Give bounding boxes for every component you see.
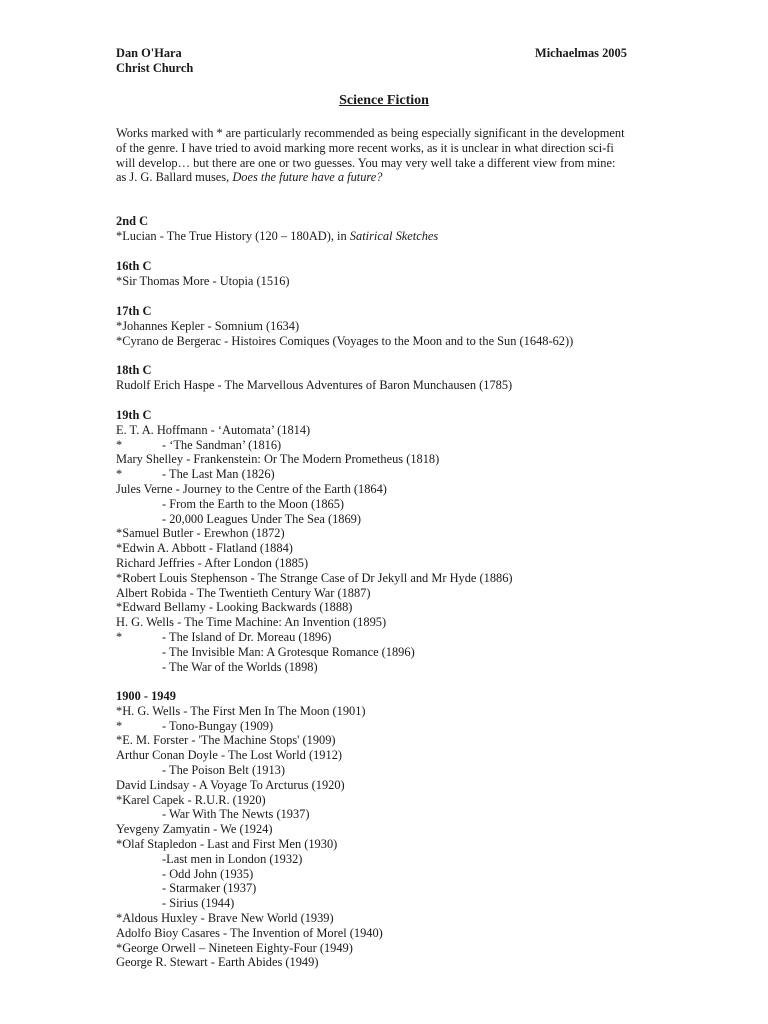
recommended-marker: * xyxy=(116,467,123,482)
intro-line-prefix: as J. G. Ballard muses, xyxy=(116,170,233,185)
book-entry: Albert Robida - The Twentieth Century War (1887) xyxy=(116,585,371,600)
book-entry: Jules Verne - Journey to the Centre of the Earth (1864) xyxy=(116,482,387,496)
ballard-quote: Does the future have a future? xyxy=(232,170,383,185)
term-label: Michaelmas 2005 xyxy=(535,46,627,60)
book-entry: *Johannes Kepler - Somnium (1634) xyxy=(116,318,300,333)
page-title: Science Fiction xyxy=(339,93,429,108)
section-heading: 19th C xyxy=(116,408,152,422)
section-heading: 18th C xyxy=(116,363,152,377)
intro-line: will develop… but there are one or two guesses. You may very well take a different view from mine: xyxy=(116,155,616,170)
book-entry: *Aldous Huxley - Brave New World (1939) xyxy=(116,911,334,925)
recommended-marker: * xyxy=(116,437,123,452)
recommended-marker: * xyxy=(116,718,123,733)
book-entry: - The Island of Dr. Moreau (1896) xyxy=(162,630,332,644)
section-heading: 17th C xyxy=(116,304,152,318)
book-entry: *Samuel Butler - Erewhon (1872) xyxy=(116,526,285,541)
book-entry: - Sirius (1944) xyxy=(162,896,235,911)
college-name: Christ Church xyxy=(116,61,194,75)
book-entry: - The War of the Worlds (1898) xyxy=(162,659,318,674)
book-entry-italic: Satirical Sketches xyxy=(349,228,439,243)
book-entry: H. G. Wells - The Time Machine: An Invention (1895) xyxy=(116,615,387,630)
book-entry: Mary Shelley - Frankenstein: Or The Modern Prometheus (1818) xyxy=(116,452,440,467)
author-name: Dan O'Hara xyxy=(116,46,182,60)
book-entry: *Cyrano de Bergerac - Histoires Comiques (Voyages to the Moon and to the Sun (1648-62)) xyxy=(116,333,574,348)
book-entry: Arthur Conan Doyle - The Lost World (1912) xyxy=(116,748,343,763)
book-entry: - War With The Newts (1937) xyxy=(162,807,310,822)
book-entry: George R. Stewart - Earth Abides (1949) xyxy=(116,955,319,970)
book-entry: *Edwin A. Abbott - Flatland (1884) xyxy=(116,541,293,556)
intro-line: of the genre. I have tried to avoid marking more recent works, as it is unclear in what direction sci-fi xyxy=(116,140,614,155)
book-entry: David Lindsay - A Voyage To Arcturus (1920) xyxy=(116,777,345,792)
book-entry: Adolfo Bioy Casares - The Invention of Morel (1940) xyxy=(116,925,383,940)
book-entry: - Tono-Bungay (1909) xyxy=(162,718,274,733)
book-entry: Rudolf Erich Haspe - The Marvellous Adventures of Baron Munchausen (1785) xyxy=(116,377,513,392)
intro-line: Works marked with * are particularly recommended as being especially significant in the development xyxy=(116,126,625,140)
book-entry: Richard Jeffries - After London (1885) xyxy=(116,556,309,570)
section-heading: 2nd C xyxy=(116,214,149,228)
book-entry: - Odd John (1935) xyxy=(162,866,254,881)
book-entry: - The Invisible Man: A Grotesque Romance (1896) xyxy=(162,644,415,659)
book-entry: - Starmaker (1937) xyxy=(162,881,257,896)
book-entry: - The Last Man (1826) xyxy=(162,467,275,482)
book-entry: *Lucian - The True History (120 – 180AD), in Satirical Sketches xyxy=(116,228,439,243)
book-entry: *Olaf Stapledon - Last and First Men (1930) xyxy=(116,837,338,851)
book-entry: - The Poison Belt (1913) xyxy=(162,763,285,777)
book-entry: *Edward Bellamy - Looking Backwards (1888) xyxy=(116,600,353,615)
recommended-marker: * xyxy=(116,630,123,644)
book-entry: E. T. A. Hoffmann - ‘Automata’ (1814) xyxy=(116,422,311,437)
intro-line-last xyxy=(116,170,656,185)
book-entry: - ‘The Sandman’ (1816) xyxy=(162,437,282,452)
book-entry: *Sir Thomas More - Utopia (1516) xyxy=(116,273,290,288)
book-entry: - From the Earth to the Moon (1865) xyxy=(162,496,345,511)
intro-paragraph xyxy=(116,126,656,185)
book-entry: Yevgeny Zamyatin - We (1924) xyxy=(116,822,273,837)
section-heading: 16th C xyxy=(116,259,152,273)
book-entry: - 20,000 Leagues Under The Sea (1869) xyxy=(162,511,361,526)
book-entry: *Robert Louis Stephenson - The Strange Case of Dr Jekyll and Mr Hyde (1886) xyxy=(116,570,513,585)
book-entry: -Last men in London (1932) xyxy=(162,851,303,866)
book-entry: *H. G. Wells - The First Men In The Moon (1901) xyxy=(116,703,366,718)
book-entry: *George Orwell – Nineteen Eighty-Four (1949) xyxy=(116,940,353,955)
book-entry: *Karel Capek - R.U.R. (1920) xyxy=(116,792,266,807)
section-heading: 1900 - 1949 xyxy=(116,689,176,703)
book-entry: *E. M. Forster - 'The Machine Stops' (1909) xyxy=(116,733,336,748)
